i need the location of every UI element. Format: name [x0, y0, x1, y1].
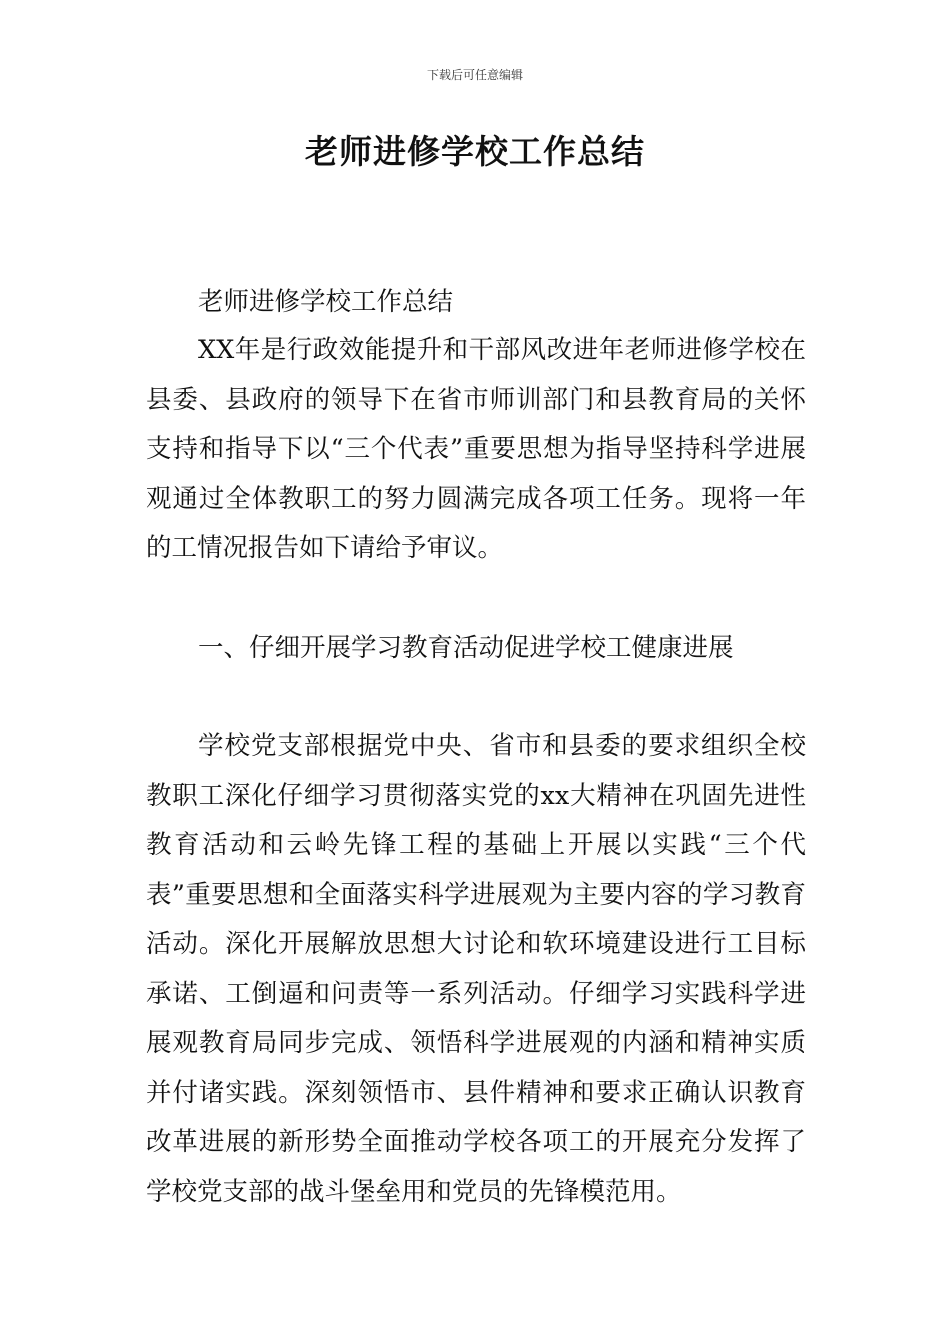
document-title: 老师进修学校工作总结	[305, 132, 645, 171]
intro-paragraph: XX年是行政效能提升和干部风改进年老师进修学校在县委、县政府的领导下在省市师训部门和县教育局的关怀支持和指导下以“三个代表”重要思想为指导坚持科学进展观通过全体教职工的努力圆满完成各项工任务。现将一年的工情况报告如下请给予审议。	[146, 335, 806, 563]
section-paragraph: 学校党支部根据党中央、省市和县委的要求组织全校教职工深化仔细学习贯彻落实党的xx大精神在巩固先进性教育活动和云岭先锋工程的基础上开展以实践“三个代表”重要思想和全面落实科学进展观为主要内容的学习教育活动。深化开展解放思想大讨论和软环境建设进行工目标承诺、工倒逼和问责等一系列活动。仔细学习实践科学进展观教育局同步完成、领悟科学进展观的内涵和精神实质并付诸实践。深刻领悟市、县件精神和要求正确认识教育改革进展的新形势全面推动学校各项工的开展充分发挥了学校党支部的战斗堡垒用和党员的先锋模范用。	[146, 731, 806, 1207]
section-heading: 一、仔细开展学习教育活动促进学校工健康进展	[198, 633, 734, 663]
document-subtitle: 老师进修学校工作总结	[198, 287, 454, 317]
header-note: 下载后可任意编辑	[426, 68, 523, 82]
